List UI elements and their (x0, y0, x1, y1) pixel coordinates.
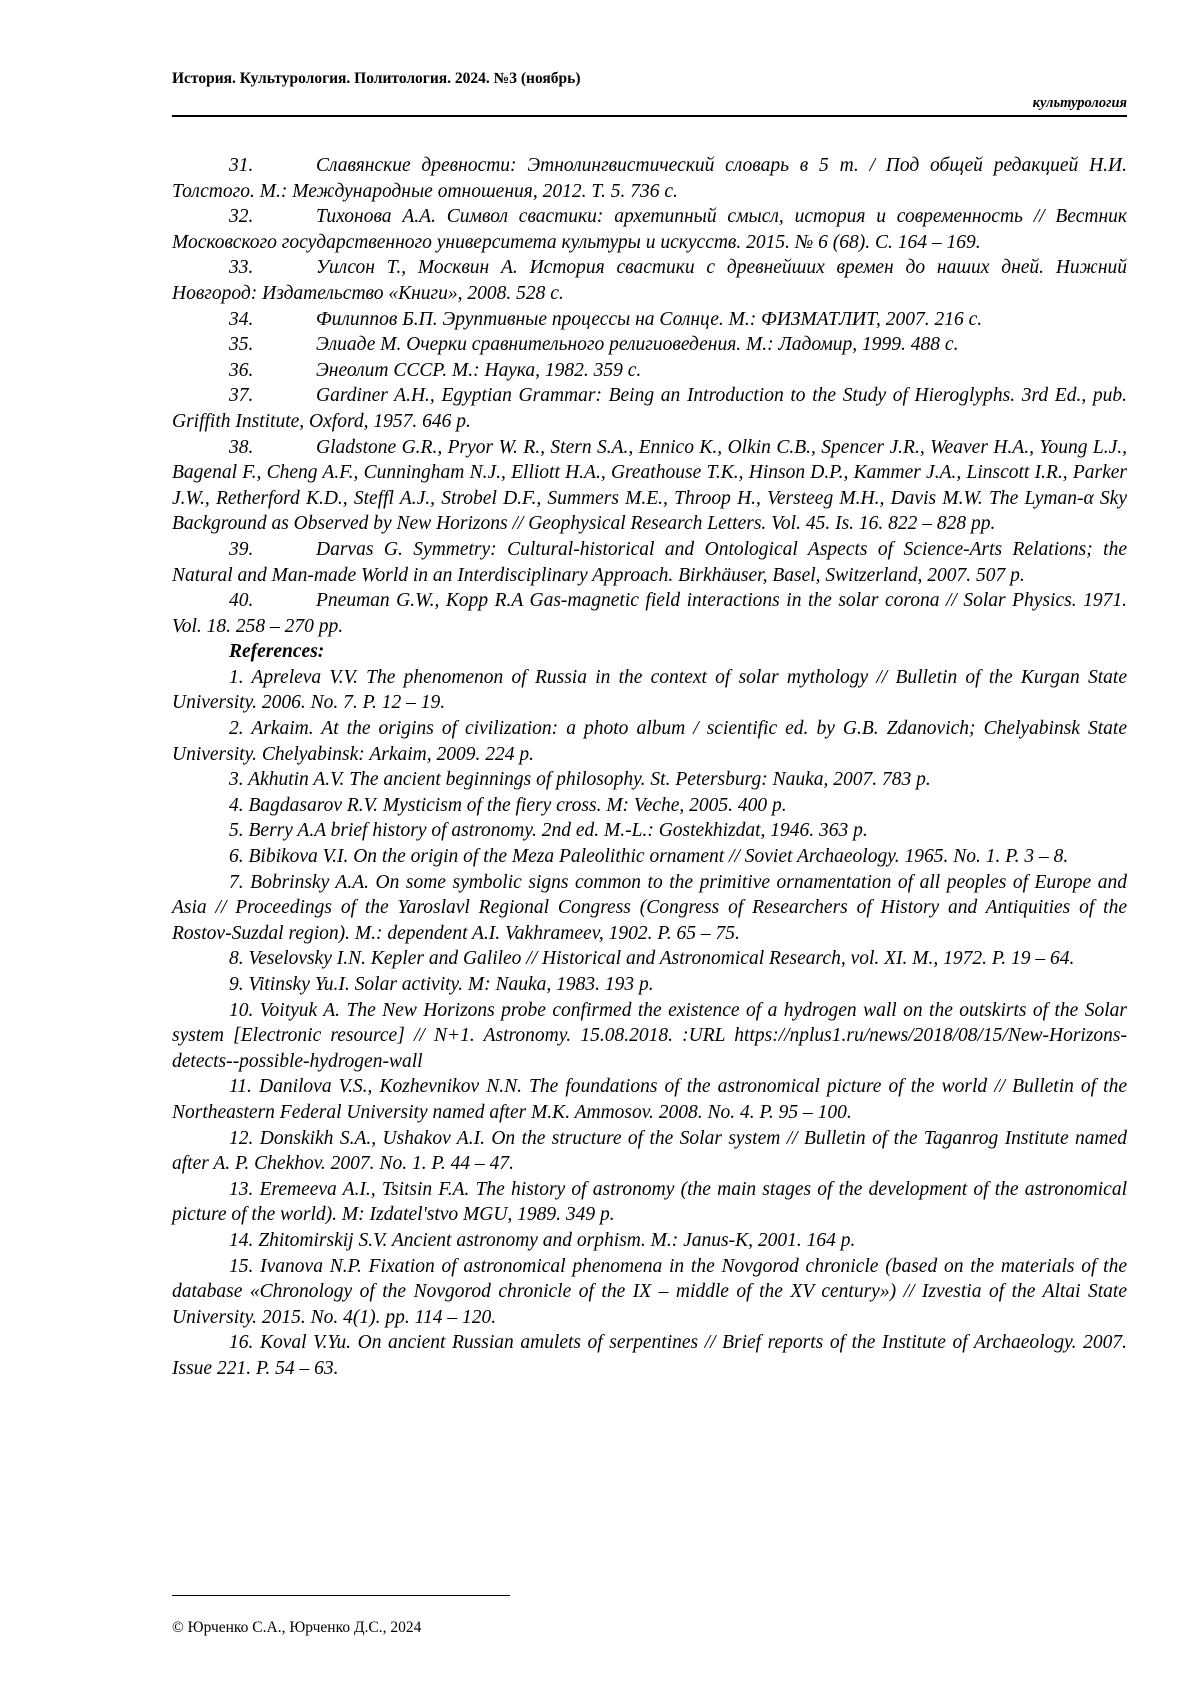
header-divider (172, 115, 1127, 117)
reference-text: Элиаде М. Очерки сравнительного религиоведения. М.: Ладомир, 1999. 488 с. (316, 334, 959, 356)
reference-item: 15. Ivanova N.P. Fixation of astronomical phenomena in the Novgorod chronicle (based on the materials of the database «Chronology of the Novgorod chronicle of the IX – middle of the XV century») // Izvestia of the Altai State University. 2015. No. 4(1). pp. 114 – 120. (172, 1255, 1127, 1328)
reference-item (172, 332, 1127, 358)
reference-item: 10. Voityuk A. The New Horizons probe confirmed the existence of a hydrogen wall on the outskirts of the Solar system [Electronic resource] // N+1. Astronomy. 15.08.2018. :URL https://nplus1.ru/news/2018/08/15/New-Horizons-detects--possible-hydrogen-wall (172, 999, 1127, 1072)
reference-text: Gardiner A.H., Egyptian Grammar: Being an Introduction to the Study of Hieroglyphs. 3rd Ed., pub. Griffith Institute, Oxford, 1957. 646 p. (172, 385, 1127, 432)
reference-item (172, 588, 1127, 639)
copyright-notice: © Юрченко С.А., Юрченко Д.С., 2024 (172, 1619, 422, 1636)
reference-number: 33. (229, 257, 254, 279)
reference-item: 2. Arkaim. At the origins of civilization: a photo album / scientific ed. by G.B. Zdanovich; Chelyabinsk State University. Chelyabinsk: Arkaim, 2009. 224 p. (172, 718, 1127, 765)
reference-number: 34. (229, 308, 254, 330)
reference-item: 5. Berry A.A brief history of astronomy. 2nd ed. M.-L.: Gostekhizdat, 1946. 363 p. (229, 820, 868, 842)
reference-item: 6. Bibikova V.I. On the origin of the Meza Paleolithic ornament // Soviet Archaeology. 1965. No. 1. P. 3 – 8. (229, 846, 1069, 868)
reference-item: 13. Eremeeva A.I., Tsitsin F.A. The history of astronomy (the main stages of the development of the astronomical picture of the world). M: Izdatel'stvo MGU, 1989. 349 p. (172, 1178, 1127, 1226)
reference-text: Gladstone G.R., Pryor W. R., Stern S.A., Ennico K., Olkin C.B., Spencer J.R., Weaver H.A., Young L.J., Bagenal F., Cheng A.F., Cunningham N.J., Elliott H.A., Greathouse T.K., Hinson D.P., Kammer J.A., Linscott I.R., Parker J.W., Retherford K.D., Steffl A.J., Strobel D.F., Summers M.E., Throop H., Versteeg M.H., Davis M.W. The Lyman-α Sky Background as Observed by New Horizons // Geophysical Research Letters. Vol. 45. Is. 16. 822 – 828 pp. (172, 436, 1127, 535)
reference-number: 39. (229, 538, 254, 560)
reference-number: 40. (229, 590, 254, 612)
reference-item (172, 358, 1127, 384)
reference-item: 9. Vitinsky Yu.I. Solar activity. M: Nauka, 1983. 193 p. (229, 974, 654, 995)
reference-number: 38. (229, 436, 254, 458)
reference-number: 35. (229, 334, 254, 356)
reference-number: 37. (229, 385, 254, 407)
reference-item (172, 383, 1127, 434)
journal-title: История. Культурология. Политология. 2024. №3 (ноябрь) (172, 70, 581, 87)
reference-text: Славянские древности: Этнолингвистический словарь в 5 т. / Под общей редакцией Н.И. Толстого. М.: Международные отношения, 2012. Т. 5. 736 с. (172, 155, 1127, 202)
reference-item: 7. Bobrinsky A.A. On some symbolic signs common to the primitive ornamentation of all peoples of Europe and Asia // Proceedings of the Yaroslavl Regional Congress (Congress of Researchers of History and Antiquities of the Rostov-Suzdal region). M.: dependent A.I. Vakhrameev, 1902. P. 65 – 75. (172, 871, 1127, 944)
reference-list (172, 153, 1127, 1382)
reference-item: 3. Akhutin A.V. The ancient beginnings of philosophy. St. Petersburg: Nauka, 2007. 783 p. (229, 769, 931, 791)
reference-item (172, 204, 1127, 255)
reference-text: Уилсон Т., Москвин А. История свастики с древнейших времен до наших дней. Нижний Новгород: Издательство «Книги», 2008. 528 с. (172, 257, 1127, 304)
reference-text: Тихонова А.А. Символ свастики: архетипный смысл, история и современность // Вестник Московского государственного университета культуры и искусств. 2015. № 6 (68). С. 164 – 169. (172, 206, 1127, 253)
reference-item: 16. Koval V.Yu. On ancient Russian amulets of serpentines // Brief reports of the Institute of Archaeology. 2007. Issue 221. P. 54 – 63. (172, 1332, 1127, 1379)
reference-text: Pneuman G.W., Kopp R.A Gas-magnetic field interactions in the solar corona // Solar Physics. 1971. Vol. 18. 258 – 270 pp. (172, 590, 1127, 637)
reference-number: 32. (229, 206, 254, 228)
reference-number: 36. (229, 359, 254, 381)
reference-item: 14. Zhitomirskij S.V. Ancient astronomy and orphism. M.: Janus-K, 2001. 164 p. (229, 1229, 856, 1251)
reference-item (172, 153, 1127, 204)
footnote-divider (172, 1595, 510, 1596)
reference-item: 8. Veselovsky I.N. Kepler and Galileo // Historical and Astronomical Research, vol. XI. M., 1972. P. 19 – 64. (229, 948, 1075, 970)
reference-item (172, 255, 1127, 306)
references-heading: References: (229, 641, 325, 663)
reference-item (172, 435, 1127, 537)
reference-item: 12. Donskikh S.A., Ushakov A.I. On the structure of the Solar system // Bulletin of the Taganrog Institute named after A. P. Chekhov. 2007. No. 1. P. 44 – 47. (172, 1127, 1127, 1175)
reference-text: Энеолит СССР. М.: Наука, 1982. 359 с. (316, 359, 642, 381)
reference-item (172, 307, 1127, 333)
section-label: культурология (1032, 95, 1127, 111)
reference-item: 1. Apreleva V.V. The phenomenon of Russia in the context of solar mythology // Bulletin of the Kurgan State University. 2006. No. 7. P. 12 – 19. (172, 666, 1127, 714)
reference-number: 31. (229, 155, 254, 176)
reference-item: 11. Danilova V.S., Kozhevnikov N.N. The foundations of the astronomical picture of the world // Bulletin of the Northeastern Federal University named after M.K. Ammosov. 2008. No. 4. P. 95 – 100. (172, 1076, 1127, 1123)
reference-item (172, 537, 1127, 588)
reference-text: Филиппов Б.П. Эруптивные процессы на Солнце. М.: ФИЗМАТЛИТ, 2007. 216 с. (316, 308, 983, 330)
reference-item: 4. Bagdasarov R.V. Mysticism of the fiery cross. M: Veche, 2005. 400 p. (229, 794, 787, 816)
reference-text: Darvas G. Symmetry: Cultural-historical and Ontological Aspects of Science-Arts Relations; the Natural and Man-made World in an Interdisciplinary Approach. Birkhäuser, Basel, Switzerland, 2007. 507 p. (172, 538, 1127, 586)
